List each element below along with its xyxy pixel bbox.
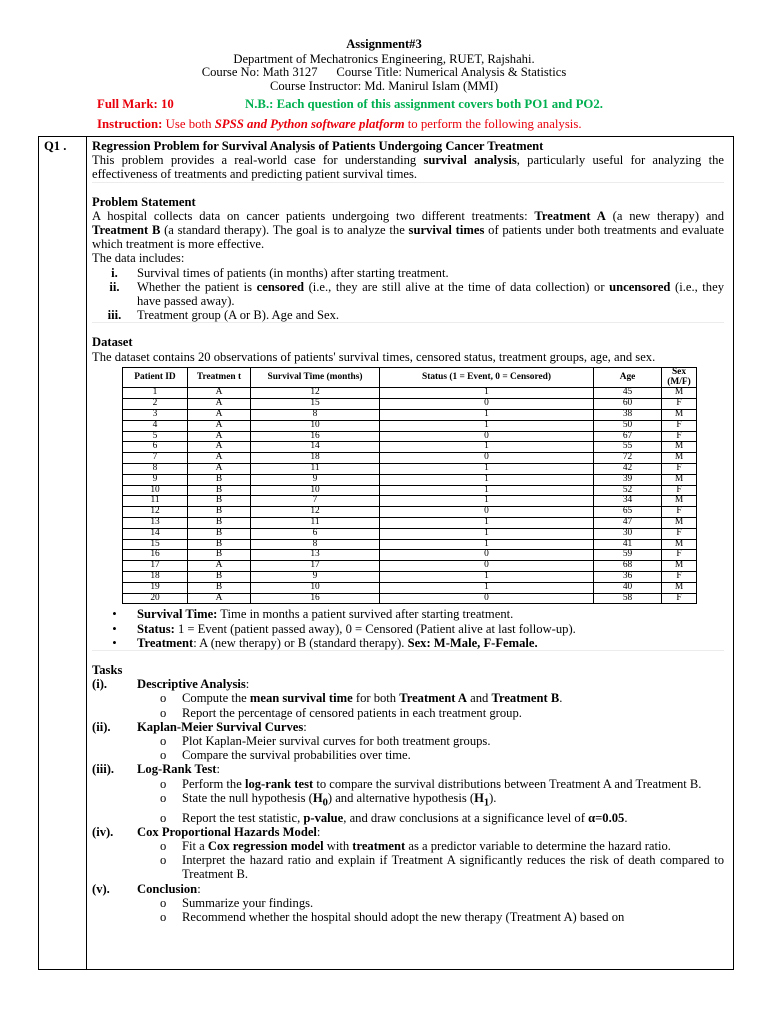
table-row [123, 474, 697, 485]
table-cell: 19 [123, 582, 188, 593]
table-cell: F [662, 420, 697, 431]
table-cell: 17 [123, 561, 188, 572]
table-cell: F [662, 507, 697, 518]
data-includes: The data includes: [92, 251, 185, 266]
table-cell: 1 [380, 388, 594, 399]
table-row [123, 507, 697, 518]
instruction-pre: Use both [165, 117, 212, 131]
dataset-table [122, 367, 697, 605]
table-cell: M [662, 442, 697, 453]
table-cell: 18 [251, 453, 380, 464]
table-cell: 14 [251, 442, 380, 453]
list-item: i. Survival times of patients (in months) after starting treatment. [111, 265, 449, 280]
table-cell: A [188, 442, 251, 453]
table-row [123, 571, 697, 582]
table-cell: 16 [251, 431, 380, 442]
table-cell: A [188, 464, 251, 475]
table-cell: 14 [123, 528, 188, 539]
table-cell: 58 [594, 593, 662, 604]
table-cell: 16 [123, 550, 188, 561]
table-row [123, 442, 697, 453]
list-item: ii. Whether the patient is censored (i.e., they are still alive at the time of data collection) or uncensored (i.e., they have passed away). [109, 279, 724, 309]
list-item: o Report the test statistic, p-value, and draw conclusions at a significance level of α=0.05. [160, 810, 628, 825]
course-no: Course No: Math 3127 [201, 65, 318, 79]
instruction-label: Instruction: [97, 117, 163, 131]
table-row [123, 485, 697, 496]
table-cell: A [188, 593, 251, 604]
table-cell: 10 [251, 420, 380, 431]
table-cell: B [188, 571, 251, 582]
table-cell: A [188, 388, 251, 399]
table-cell: 3 [123, 410, 188, 421]
table-cell: 1 [123, 388, 188, 399]
question-content [92, 139, 724, 924]
table-cell: 0 [380, 593, 594, 604]
table-header-row [123, 367, 697, 388]
table-cell: 34 [594, 496, 662, 507]
table-cell: 55 [594, 442, 662, 453]
table-cell: 5 [123, 431, 188, 442]
table-cell: 72 [594, 453, 662, 464]
table-cell: A [188, 453, 251, 464]
task-item: (ii). Kaplan-Meier Survival Curves : [92, 719, 307, 734]
col-sex: Sex (M/F) [662, 367, 697, 388]
course-title: Course Title: Numerical Analysis & Statistics [336, 65, 567, 79]
col-treatment: Treatmen t [188, 367, 251, 388]
list-item: o Plot Kaplan-Meier survival curves for both treatment groups. [160, 734, 491, 748]
table-cell: B [188, 496, 251, 507]
question-label: Q1 . [44, 139, 67, 153]
task-item: (iv). Cox Proportional Hazards Model : [92, 824, 321, 839]
table-cell: 9 [123, 474, 188, 485]
table-cell: 0 [380, 399, 594, 410]
table-cell: 13 [123, 518, 188, 529]
table-cell: 36 [594, 571, 662, 582]
table-cell: 4 [123, 420, 188, 431]
table-cell: 42 [594, 464, 662, 475]
table-cell: 8 [251, 539, 380, 550]
col-status: Status (1 = Event, 0 = Censored) [380, 367, 594, 388]
tasks-heading: Tasks [92, 662, 123, 677]
col-survival-time: Survival Time (months) [251, 367, 380, 388]
table-cell: B [188, 507, 251, 518]
department: Department of Mechatronics Engineering, RUET, Rajshahi. [233, 52, 535, 66]
table-cell: 0 [380, 431, 594, 442]
table-cell: F [662, 431, 697, 442]
marks-line [97, 97, 603, 112]
task-item: (i). Descriptive Analysis : [92, 677, 250, 692]
table-cell: B [188, 528, 251, 539]
list-item: • Status: 1 = Event (patient passed away), 0 = Censored (Patient alive at last follow-up). [112, 621, 576, 636]
table-cell: 12 [251, 507, 380, 518]
instruction-post: to perform the following analysis. [407, 117, 582, 131]
table-cell: A [188, 561, 251, 572]
table-cell: B [188, 539, 251, 550]
table-cell: 15 [251, 399, 380, 410]
table-cell: M [662, 453, 697, 464]
table-cell: M [662, 582, 697, 593]
table-cell: 52 [594, 485, 662, 496]
table-cell: 12 [251, 388, 380, 399]
table-cell: B [188, 485, 251, 496]
table-cell: 1 [380, 464, 594, 475]
table-cell: 11 [251, 464, 380, 475]
full-mark: Full Mark: 10 [97, 97, 174, 111]
instruction-emph: SPSS and Python software platform [214, 117, 405, 131]
table-row [123, 593, 697, 604]
table-cell: 11 [123, 496, 188, 507]
table-cell: 60 [594, 399, 662, 410]
table-cell: M [662, 496, 697, 507]
list-item: o Interpret the hazard ratio and explain if Treatment A significantly reduces the risk of death compared to Treatment B. [160, 853, 724, 882]
table-row [123, 431, 697, 442]
table-cell: F [662, 464, 697, 475]
table-cell: 16 [251, 593, 380, 604]
col-age: Age [594, 367, 662, 388]
table-cell: 0 [380, 453, 594, 464]
table-row [123, 410, 697, 421]
table-cell: 7 [123, 453, 188, 464]
table-cell: 40 [594, 582, 662, 593]
table-cell: M [662, 410, 697, 421]
table-cell: 0 [380, 507, 594, 518]
list-item: o Perform the log-rank test to compare the survival distributions between Treatment A and Treatment B. [160, 776, 702, 791]
table-row [123, 561, 697, 572]
table-row [123, 399, 697, 410]
table-cell: 13 [251, 550, 380, 561]
table-cell: 65 [594, 507, 662, 518]
table-cell: B [188, 474, 251, 485]
list-item: o Report the percentage of censored patients in each treatment group. [160, 705, 522, 720]
table-cell: 47 [594, 518, 662, 529]
problem-statement-text: A hospital collects data on cancer patients undergoing two different treatments: Treatment A (a new therapy) and Treatment B (a standard therapy). The goal is to analyze the survival times of patients under both treatments and evaluate which treatment is more effective. [92, 208, 725, 252]
nb-note: N.B.: Each question of this assignment covers both PO1 and PO2. [244, 97, 603, 111]
column-divider [86, 136, 87, 969]
table-cell: 1 [380, 528, 594, 539]
table-cell: 10 [123, 485, 188, 496]
table-cell: A [188, 431, 251, 442]
table-cell: 12 [123, 507, 188, 518]
table-cell: 1 [380, 410, 594, 421]
question-title: Regression Problem for Survival Analysis of Patients Undergoing Cancer Treatment [92, 139, 544, 153]
table-row [123, 582, 697, 593]
table-cell: 6 [251, 528, 380, 539]
table-cell: A [188, 410, 251, 421]
list-item: • Treatment: A (new therapy) or B (standard therapy). Sex: M-Male, F-Female. [92, 636, 724, 651]
dataset-text: The dataset contains 20 observations of patients' survival times, censored status, treatment groups, age, and sex. [92, 349, 656, 364]
course-line [0, 65, 768, 80]
table-row [123, 518, 697, 529]
table-cell: 8 [251, 410, 380, 421]
table-cell: A [188, 399, 251, 410]
table-cell: B [188, 582, 251, 593]
assignment-title: Assignment#3 [346, 37, 422, 51]
table-cell: 1 [380, 420, 594, 431]
list-item: o Compare the survival probabilities over time. [160, 748, 411, 763]
table-cell: 68 [594, 561, 662, 572]
list-item: o Fit a Cox regression model with treatment as a predictor variable to determine the hazard ratio. [160, 838, 671, 853]
table-cell: M [662, 539, 697, 550]
table-cell: F [662, 593, 697, 604]
problem-statement-heading: Problem Statement [92, 194, 196, 209]
table-row [123, 528, 697, 539]
dataset-heading: Dataset [92, 335, 133, 350]
table-cell: 30 [594, 528, 662, 539]
table-cell: 20 [123, 593, 188, 604]
table-cell: F [662, 571, 697, 582]
table-cell: 1 [380, 442, 594, 453]
instruction-line [97, 117, 582, 132]
table-cell: F [662, 485, 697, 496]
table-cell: 67 [594, 431, 662, 442]
task-item: (v). Conclusion : [92, 881, 201, 896]
table-cell: 0 [380, 550, 594, 561]
list-item: o State the null hypothesis $(H_0)$ and alternative hypothesis $(H_1)$. [160, 790, 497, 809]
table-cell: 6 [123, 442, 188, 453]
intro-paragraph: This problem provides a real-world case for understanding survival analysis, particularly useful for analyzing the effectiveness of treatments and predicting patient survival times. [92, 153, 724, 182]
table-cell: 0 [380, 561, 594, 572]
table-row [123, 539, 697, 550]
table-row [123, 453, 697, 464]
table-cell: 17 [251, 561, 380, 572]
list-item: o Summarize your findings. [160, 895, 314, 910]
table-cell: 59 [594, 550, 662, 561]
table-cell: 8 [123, 464, 188, 475]
table-cell: M [662, 518, 697, 529]
table-cell: 1 [380, 539, 594, 550]
variable-notes [92, 607, 724, 651]
table-cell: 7 [251, 496, 380, 507]
table-row [123, 496, 697, 507]
table-cell: 18 [123, 571, 188, 582]
table-cell: 11 [251, 518, 380, 529]
table-cell: 39 [594, 474, 662, 485]
table-cell: 9 [251, 571, 380, 582]
table-cell: 38 [594, 410, 662, 421]
table-cell: 1 [380, 474, 594, 485]
table-cell: 15 [123, 539, 188, 550]
table-row [123, 464, 697, 475]
table-cell: B [188, 550, 251, 561]
table-cell: 50 [594, 420, 662, 431]
list-item: o Recommend whether the hospital should adopt the new therapy (Treatment A) based on [160, 909, 625, 924]
table-cell: F [662, 528, 697, 539]
list-item: • Survival Time: Time in months a patient survived after starting treatment. [112, 607, 514, 622]
col-patient-id: Patient ID [123, 367, 188, 388]
table-row [123, 388, 697, 399]
table-cell: F [662, 550, 697, 561]
table-cell: 1 [380, 485, 594, 496]
table-cell: 10 [251, 485, 380, 496]
table-cell: 9 [251, 474, 380, 485]
table-cell: M [662, 388, 697, 399]
table-cell: 1 [380, 496, 594, 507]
table-cell: 1 [380, 571, 594, 582]
task-item: (iii). Log-Rank Test : [92, 762, 220, 777]
table-cell: A [188, 420, 251, 431]
table-cell: 45 [594, 388, 662, 399]
table-cell: 41 [594, 539, 662, 550]
table-cell: M [662, 474, 697, 485]
table-cell: F [662, 399, 697, 410]
list-item: o Compute the mean survival time for both Treatment A and Treatment B. [160, 691, 563, 706]
table-cell: M [662, 561, 697, 572]
table-row [123, 420, 697, 431]
table-cell: B [188, 518, 251, 529]
table-row [123, 550, 697, 561]
table-cell: 1 [380, 518, 594, 529]
table-cell: 10 [251, 582, 380, 593]
instructor: Course Instructor: Md. Manirul Islam (MMI) [269, 79, 499, 93]
table-cell: 2 [123, 399, 188, 410]
table-cell: 1 [380, 582, 594, 593]
list-item: iii. Treatment group (A or B). Age and Sex. [92, 308, 724, 323]
